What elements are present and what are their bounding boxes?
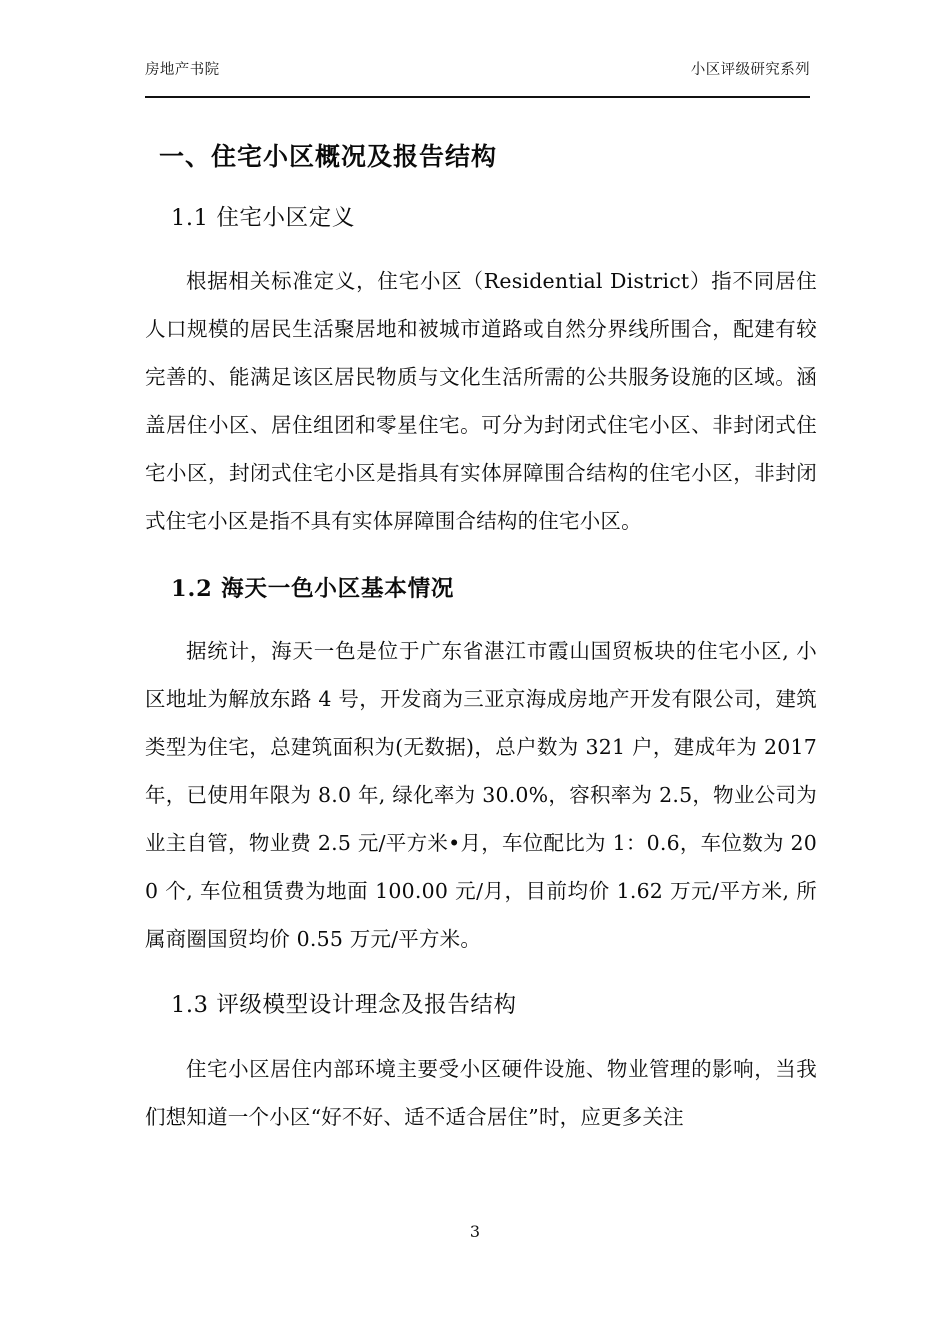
document-content bbox=[145, 128, 817, 1141]
subsection-paragraph-1-3: 住宅小区居住内部环境主要受小区硬件设施、物业管理的影响，当我们想知道一个小区“好不好、适不适合居住”时，应更多关注 bbox=[145, 1056, 817, 1129]
subsection-heading-1-1: 1.1 住宅小区定义 bbox=[171, 204, 355, 231]
header-left-label: 房地产书院 bbox=[145, 62, 220, 78]
spacer bbox=[145, 176, 817, 202]
spacer bbox=[145, 545, 817, 573]
section-title: 一、住宅小区概况及报告结构 bbox=[159, 142, 498, 171]
page-number: 3 bbox=[469, 1222, 481, 1241]
subsection-paragraph-1-1: 根据相关标准定义，住宅小区（Residential District）指不同居住人口规模的居民生活聚居地和被城市道路或自然分界线所围合，配建有较完善的、能满足该区居民物质与文化生活所需的公共服务设施的区域。涵盖居住小区、居住组团和零星住宅。可分为封闭式住宅小区、非封闭式住宅小区，封闭式住宅小区是指具有实体屏障围合结构的住宅小区，非封闭式住宅小区是指不具有实体屏障围合结构的住宅小区。 bbox=[145, 269, 817, 534]
spacer bbox=[145, 235, 817, 257]
spacer bbox=[145, 1023, 817, 1045]
subsection-paragraph-1-2: 据统计，海天一色是位于广东省湛江市霞山国贸板块的住宅小区, 小区地址为解放东路 4 号，开发商为三亚京海成房地产开发有限公司，建筑类型为住宅，总建筑面积为(无数据)，总户数为 321 户，建成年为 2017 年，已使用年限为 8.0 年, 绿化率为 30.0%，容积率为 2.5，物业公司为业主自管，物业费 2.5 元/平方米•月，车位配比为 1：0.6，车位数为 200 个, 车位租赁费为地面 100.00 元/月，目前均价 1.62 万元/平方米, 所属商圈国贸均价 0.55 万元/平方米。 bbox=[145, 639, 817, 951]
subsection-heading-1-2: 1.2 海天一色小区基本情况 bbox=[171, 576, 455, 603]
running-header bbox=[145, 62, 810, 79]
spacer bbox=[145, 963, 817, 989]
header-divider bbox=[145, 96, 810, 98]
header-right-label: 小区评级研究系列 bbox=[690, 62, 810, 78]
spacer bbox=[145, 607, 817, 627]
subsection-heading-1-3: 1.3 评级模型设计理念及报告结构 bbox=[171, 992, 517, 1018]
